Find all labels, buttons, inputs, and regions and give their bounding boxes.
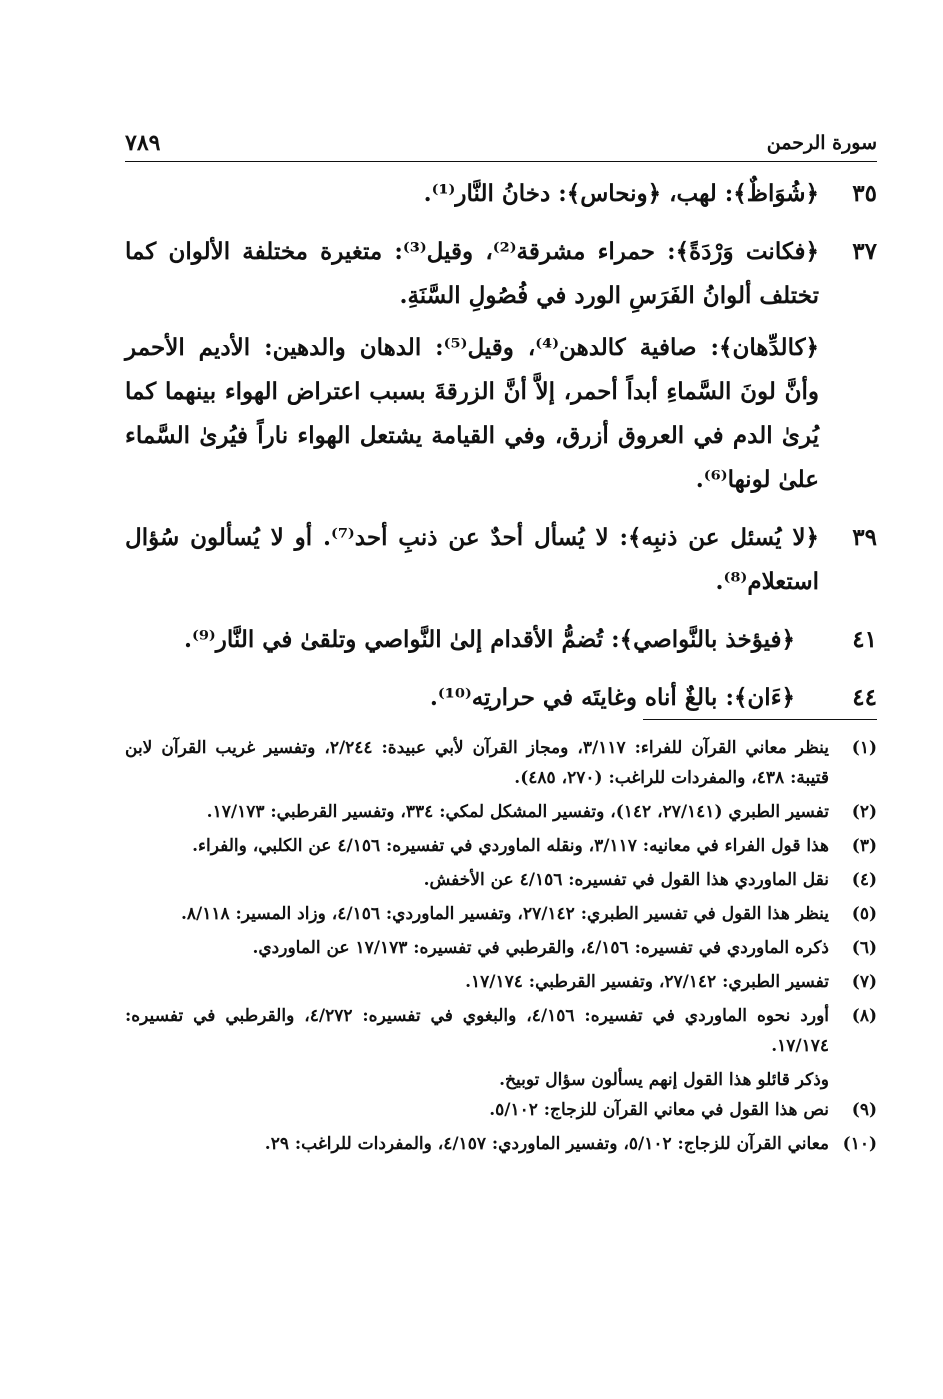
page-header — [125, 128, 877, 158]
footnote-number: (٦) — [851, 938, 877, 958]
footnote-text: نص هذا القول في معاني القرآن للزجاج: ٥/١٠٢. — [489, 1100, 829, 1120]
footnote-text: ينظر هذا القول في تفسير الطبري: ٢٧/١٤٢، وتفسير الماوردي: ٤/١٥٦، وزاد المسير: ٨/١١٨. — [180, 904, 829, 924]
verse-number: ٣٥ — [852, 180, 877, 207]
footnote-number: (٣) — [851, 836, 877, 856]
footnote — [125, 1095, 877, 1125]
footnote-text: ذكره الماوردي في تفسيره: ٤/١٥٦، والقرطبي في تفسيره: ١٧/١٧٣ عن الماوردي. — [252, 938, 829, 958]
footnote-number: (١) — [851, 738, 877, 758]
verse-commentary — [125, 172, 819, 224]
verse-commentary — [125, 676, 819, 728]
footnote — [125, 1129, 877, 1159]
footnote-number: (٧) — [851, 972, 877, 992]
verse-commentary — [125, 618, 819, 670]
footnote-text: نقل الماوردي هذا القول في تفسيره: ٤/١٥٦ عن الأخفش. — [423, 870, 829, 890]
verse-entries — [125, 172, 877, 734]
verse-commentary — [125, 230, 819, 510]
footnote-number: (٥) — [851, 904, 877, 924]
footnote-text: أورد نحوه الماوردي في تفسيره: ٤/١٥٦، والبغوي في تفسيره: ٤/٢٧٢، والقرطبي في تفسيره: ١٧/١٧٤. — [125, 1006, 829, 1056]
page-number: ٧٨٩ — [125, 130, 161, 156]
surah-title: سورة الرحمن — [766, 132, 877, 154]
footnote — [125, 899, 877, 929]
footnote-text: تفسير الطبري (٢٧/١٤١، ١٤٢)، وتفسير المشكل لمكي: ٣٣٤، وتفسير القرطبي: ١٧/١٧٣. — [206, 802, 829, 822]
header-divider — [125, 161, 877, 162]
verse-number: ٤١ — [852, 626, 877, 653]
verse-entry — [125, 230, 877, 510]
footnote-text: تفسير الطبري: ٢٧/١٤٢، وتفسير القرطبي: ١٧/١٧٤. — [465, 972, 829, 992]
verse-entry — [125, 618, 877, 670]
commentary-paragraph: ﴿شُوَاظٌ﴾: لهب، ﴿ونحاس﴾: دخانُ النَّار⁽¹⁾. — [423, 180, 819, 207]
verse-number: ٣٧ — [852, 238, 877, 265]
commentary-paragraph: ﴿لا يُسئل عن ذنبِه﴾: لا يُسأل أحدٌ عن ذنبِ أحد⁽⁷⁾. أو لا يُسألون سُؤال استعلام⁽⁸⁾. — [125, 524, 819, 595]
footnote-number: (١٠) — [842, 1134, 877, 1154]
footnote — [125, 831, 877, 861]
footnote — [125, 1001, 877, 1061]
commentary-paragraph: ﴿ءَان﴾: بالغٌ أناه وغايتَه في حرارتِه⁽¹⁰⁾. — [429, 684, 795, 711]
footnote — [125, 865, 877, 895]
verse-commentary — [125, 516, 819, 612]
verse-number: ٣٩ — [852, 524, 877, 551]
footnote-number: (٢) — [851, 802, 877, 822]
footnotes — [125, 733, 877, 1163]
verse-entry — [125, 516, 877, 612]
footnote — [125, 797, 877, 827]
commentary-paragraph: ﴿فيؤخذ بالنَّواصي﴾: تُضمُّ الأقدام إلىٰ النَّواصي وتلقىٰ في النَّار⁽⁹⁾. — [183, 626, 795, 653]
footnote — [125, 967, 877, 997]
footnote — [125, 933, 877, 963]
footnote-continuation: وذكر قائلو هذا القول إنهم يسألون سؤال توبيخ. — [499, 1070, 829, 1090]
commentary-paragraph: ﴿كالدِّهان﴾: صافية كالدهن⁽⁴⁾، وقيل⁽⁵⁾: الدهان والدهين: الأديم الأحمر وأنَّ لونَ السَّماءِ أبداً أحمر، إلاَّ أنَّ الزرقةَ بسبب اعتراض الهواء بينهما كما يُرىٰ الدم في العروق أزرق، وفي القيامة يشتعل الهواء ناراً فيُرىٰ السَّماء علىٰ لونها⁽⁶⁾. — [125, 334, 820, 493]
verse-entry — [125, 676, 877, 728]
verse-entry — [125, 172, 877, 224]
commentary-paragraph: ﴿فكانت وَرْدَةً﴾: حمراء مشرقة⁽²⁾، وقيل⁽³⁾: متغيرة مختلفة الألوان كما تختلف ألوانُ الفَرَسِ الورد في فُصُولِ السَّنَةِ. — [125, 238, 820, 309]
footnote-number: (٩) — [851, 1100, 877, 1120]
verse-number: ٤٤ — [852, 684, 877, 711]
footnote-text: معاني القرآن للزجاج: ٥/١٠٢، وتفسير الماوردي: ٤/١٥٧، والمفردات للراغب: ٢٩. — [264, 1134, 829, 1154]
footnote-divider — [643, 719, 877, 720]
footnote-number: (٤) — [851, 870, 877, 890]
footnote — [125, 733, 877, 793]
footnote-number: (٨) — [851, 1006, 877, 1026]
footnote-text: هذا قول الفراء في معانيه: ٣/١١٧، ونقله الماوردي في تفسيره: ٤/١٥٦ عن الكلبي، والفراء. — [192, 836, 829, 856]
footnote-text: ينظر معاني القرآن للفراء: ٣/١١٧، ومجاز القرآن لأبي عبيدة: ٢/٢٤٤، وتفسير غريب القرآن لابن قتيبة: ٤٣٨، والمفردات للراغب: (٢٧٠، ٤٨٥). — [125, 738, 829, 788]
